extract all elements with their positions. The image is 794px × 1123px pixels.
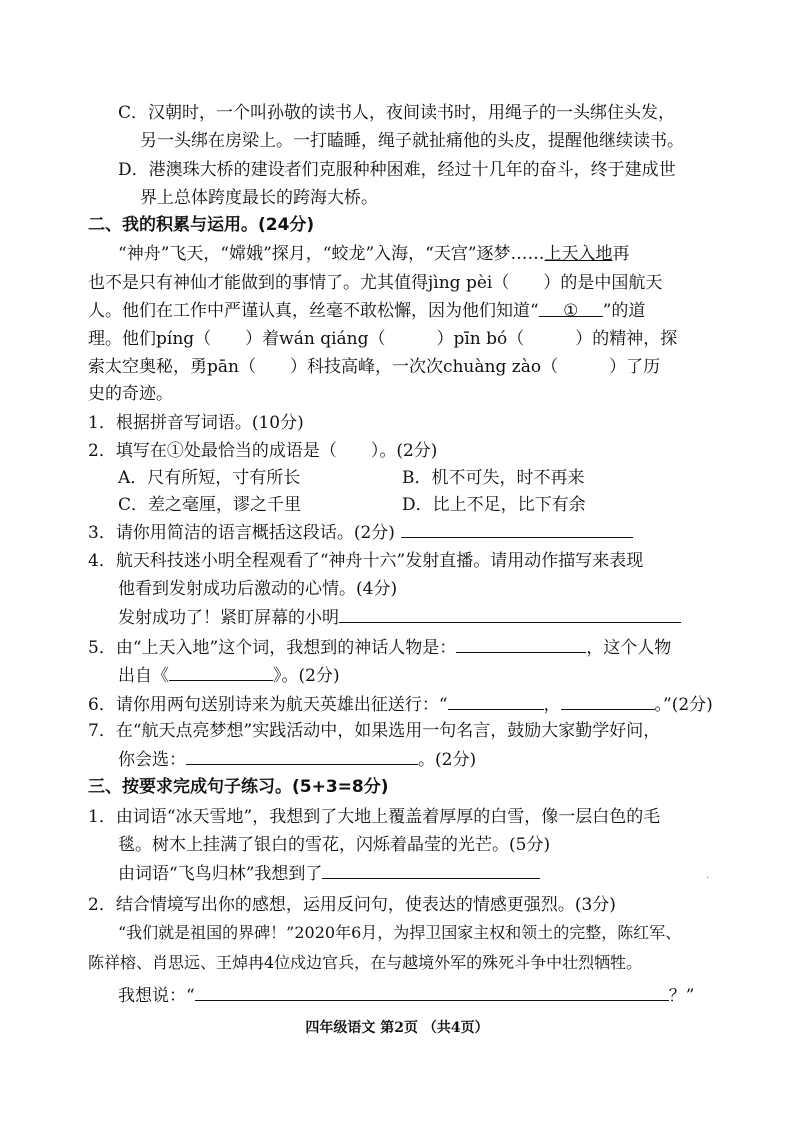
question-3-2-line1: 2．结合情境写出你的感想，运用反问句，使表达的情感更强烈。(3分) [88, 895, 616, 915]
question-2-7-prompt: 你会选： [118, 750, 186, 770]
q2-option-c: C．差之毫厘，谬之千里 [118, 495, 302, 515]
question-2-7-line2 [118, 746, 476, 773]
passage-line5: 索太空奥秘，勇pān（ ）科技高峰，一次次chuàng zào（ ）了历 [88, 357, 661, 377]
answer-2-6-line2-field[interactable] [561, 691, 655, 710]
scan-speck: · [706, 873, 710, 884]
option-d-line1: D．港澳珠大桥的建设者们克服种种困难，经过十几年的奋斗，终于建成世 [118, 160, 676, 180]
passage-line1 [118, 241, 630, 267]
question-2-4-prompt: 发射成功了！紧盯屏幕的小明 [118, 608, 339, 628]
question-2-1: 1．根据拼音写词语。(10分) [88, 413, 304, 433]
question-2-7-end: 。(2分) [418, 750, 477, 770]
blank-1-marker: ① [563, 301, 579, 321]
answer-3-1-field[interactable] [322, 860, 540, 879]
question-2-4-line2: 他看到发射成功后激动的心情。(4分) [118, 579, 398, 599]
passage-underlined-word: 上天入地 [544, 244, 613, 264]
question-2-6-end: 。”(2分) [654, 695, 713, 715]
question-3-2-end: ？” [668, 986, 695, 1006]
question-2-5-line2 [118, 662, 340, 689]
answer-2-5-source-field[interactable] [169, 662, 273, 681]
section3-title: 三、按要求完成句子练习。(5+3=8分) [88, 777, 389, 797]
question-3-2-line4 [118, 982, 694, 1009]
option-d-line2: 界上总体跨度最长的跨海大桥。 [140, 188, 378, 208]
passage-line2: 也不是只有神仙才能做到的事情了。尤其值得jìng pèi（ ）的是中国航天 [88, 273, 663, 293]
question-2-6-text: 6．请你用两句送别诗来为航天英雄出征送行：“ [88, 695, 448, 715]
question-3-2-prompt: 我想说：“ [118, 986, 195, 1006]
question-2-6-comma: ， [543, 695, 561, 715]
blank-1-field[interactable] [539, 298, 603, 321]
question-2-4-line1: 4．航天科技迷小明全程观看了“神舟十六”发射直播。请用动作描写来表现 [88, 551, 644, 571]
question-3-1-line1: 1．由词语“冰天雪地”，我想到了大地上覆盖着厚厚的白雪，像一层白色的毛 [88, 807, 661, 827]
question-2-3-text: 3．请你用简洁的语言概括这段话。(2分) [88, 523, 395, 543]
question-2-5-text-end: ，这个人物 [586, 638, 672, 658]
question-2-5-source-open: 出自《 [118, 666, 169, 686]
passage-line3-end: ”的道 [602, 301, 646, 321]
answer-2-4-field[interactable] [339, 604, 681, 623]
passage-line3 [88, 298, 645, 324]
question-2-5-text: 5．由“上天入地”这个词，我想到的神话人物是： [88, 638, 457, 658]
question-2-5-line1 [88, 634, 671, 661]
question-2-2: 2．填写在①处最恰当的成语是（ ）。(2分) [88, 441, 438, 461]
question-3-2-line2: “我们就是祖国的界碑！”2020年6月，为捍卫国家主权和领土的完整，陈红军、 [118, 923, 682, 942]
q2-option-d: D．比上不足，比下有余 [402, 495, 586, 515]
question-3-2-line3: 陈祥榕、肖思远、王焯冉4位戍边官兵，在与越境外军的殊死斗争中壮烈牺牲。 [88, 953, 643, 972]
passage-line1-start: “神舟”飞天，“嫦娥”探月，“蛟龙”入海，“天宫”逐梦…… [118, 244, 545, 264]
question-3-1-line3 [118, 860, 540, 887]
passage-line1-end: 再 [612, 244, 630, 264]
answer-2-3-field[interactable] [401, 519, 633, 538]
option-c-line1: C．汉朝时，一个叫孙敬的读书人，夜间读书时，用绳子的一头绑住头发， [118, 103, 676, 123]
passage-line3-start: 人。他们在工作中严谨认真，丝毫不敢松懈，因为他们知道“ [88, 301, 539, 321]
question-2-7-line1: 7．在“航天点亮梦想”实践活动中，如果选用一句名言，鼓励大家勤学好问， [88, 721, 661, 741]
question-2-6 [88, 691, 713, 718]
question-2-4-line3 [118, 604, 681, 631]
answer-2-7-field[interactable] [186, 746, 418, 765]
passage-line6: 史的奇迹。 [88, 384, 173, 404]
section2-title: 二、我的积累与运用。(24分) [88, 215, 315, 235]
question-2-3 [88, 519, 633, 546]
answer-2-5-character-field[interactable] [456, 634, 586, 653]
question-2-5-source-close: 》。(2分) [273, 666, 340, 686]
answer-3-2-field[interactable] [195, 982, 669, 1001]
q2-option-a: A．尺有所短，寸有所长 [118, 468, 301, 488]
q2-option-b: B．机不可失，时不再来 [402, 468, 585, 488]
question-3-1-prompt: 由词语“飞鸟归林”我想到了 [118, 864, 323, 884]
option-c-line2: 另一头绑在房梁上。一打瞌睡，绳子就扯痛他的头皮，提醒他继续读书。 [140, 131, 684, 151]
question-3-1-line2: 毯。树木上挂满了银白的雪花，闪烁着晶莹的光芒。(5分) [118, 835, 551, 855]
page-footer: 四年级语文 第2页 （共4页） [305, 1020, 489, 1036]
answer-2-6-line1-field[interactable] [448, 691, 544, 710]
passage-line4: 理。他们píng（ ）着wán qiáng（ ）pīn bó（ ）的精神，探 [88, 329, 678, 349]
